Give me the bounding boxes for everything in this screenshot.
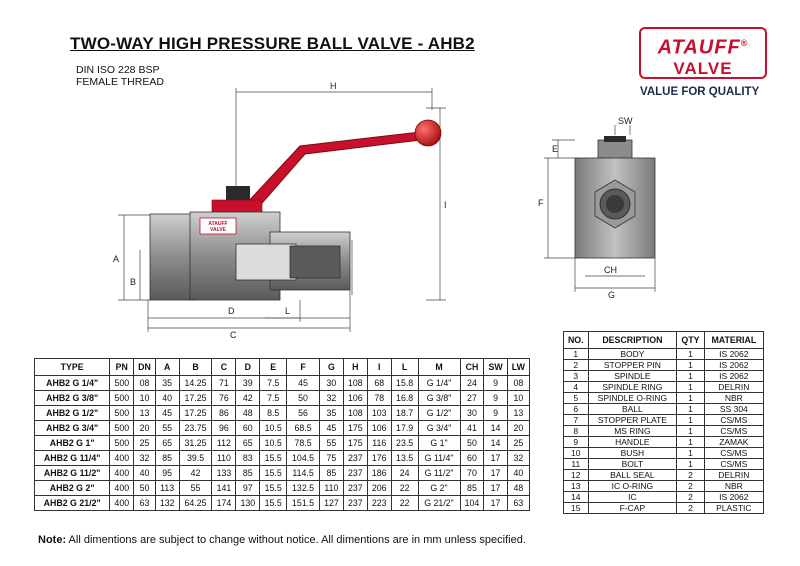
parts-table	[563, 331, 764, 514]
dimensions-table-cell: 85	[155, 451, 179, 466]
dimensions-table-cell: AHB2 G 11/2"	[35, 466, 110, 481]
parts-table-cell: 2	[677, 503, 704, 514]
parts-table-cell: 1	[677, 404, 704, 415]
dimensions-table-cell: 97	[236, 481, 260, 496]
dimensions-table-cell: 39.5	[179, 451, 212, 466]
dimensions-table-cell: 68.5	[287, 421, 320, 436]
dimensions-table-cell: 15.5	[260, 466, 287, 481]
dimensions-table-cell: 24	[391, 466, 418, 481]
dimensions-table-cell: G 3/4"	[418, 421, 460, 436]
parts-table-cell: SS 304	[704, 404, 763, 415]
dimensions-table-cell: 64.25	[179, 496, 212, 511]
dimensions-table-cell: 237	[343, 481, 367, 496]
dimensions-table-cell: 42	[236, 391, 260, 406]
parts-table-cell: CS/MS	[704, 448, 763, 459]
footer-note: Note: All dimentions are subject to change without notice. All dimentions are in mm unless specified.	[38, 534, 526, 546]
dimensions-table-cell: 86	[212, 406, 236, 421]
parts-table-cell: 8	[564, 426, 589, 437]
dimensions-table-cell: 14	[484, 436, 507, 451]
dimensions-table-cell: 55	[179, 481, 212, 496]
dimensions-table-cell: 50	[460, 436, 484, 451]
dimensions-table-cell: 31.25	[179, 436, 212, 451]
dimensions-table-cell: 45	[287, 376, 320, 391]
dimensions-table-cell: 40	[507, 466, 529, 481]
dimensions-table-header: G	[319, 359, 343, 376]
parts-table-row	[564, 415, 764, 426]
dimensions-table-cell: 60	[236, 421, 260, 436]
dimensions-table-cell: 151.5	[287, 496, 320, 511]
valve-handle	[224, 120, 441, 210]
dimensions-table-cell: 500	[110, 436, 134, 451]
dimensions-table-cell: G 1/2"	[418, 406, 460, 421]
parts-table-cell: 2	[564, 360, 589, 371]
dimensions-table-cell: 27	[460, 391, 484, 406]
parts-table-row	[564, 470, 764, 481]
parts-table-header: MATERIAL	[704, 332, 763, 349]
dimensions-table-cell: 25	[507, 436, 529, 451]
dimensions-table-cell: 15.5	[260, 451, 287, 466]
dimensions-table-cell: 55	[319, 436, 343, 451]
dimensions-table-row	[35, 466, 530, 481]
dim-label-e: E	[552, 144, 559, 154]
dimensions-table-cell: 83	[236, 451, 260, 466]
dimensions-table-cell: 7.5	[260, 376, 287, 391]
parts-table-cell: 1	[564, 349, 589, 360]
dimensions-table-cell: 13.5	[391, 451, 418, 466]
dimensions-table-cell: 50	[134, 481, 156, 496]
parts-table-cell: 11	[564, 459, 589, 470]
dimensions-table-cell: 17	[484, 496, 507, 511]
dimensions-table-cell: 13	[134, 406, 156, 421]
parts-table-row	[564, 393, 764, 404]
dim-label-h: H	[330, 81, 337, 91]
dimensions-table-cell: AHB2 G 1/4"	[35, 376, 110, 391]
dimensions-table-cell: 106	[343, 391, 367, 406]
page-title: TWO-WAY HIGH PRESSURE BALL VALVE - AHB2	[70, 34, 475, 53]
dimensions-table-cell: 15.5	[260, 496, 287, 511]
parts-table-cell: 2	[677, 470, 704, 481]
dimensions-table-cell: 110	[212, 451, 236, 466]
dimensions-table-cell: G 21/2"	[418, 496, 460, 511]
parts-table-cell: IS 2062	[704, 349, 763, 360]
parts-table-cell: CS/MS	[704, 426, 763, 437]
parts-table-cell: SPINDLE RING	[588, 382, 677, 393]
dimensions-table-cell: AHB2 G 21/2"	[35, 496, 110, 511]
parts-table-cell: NBR	[704, 393, 763, 404]
logo-brand: ATAUFF®	[657, 36, 749, 59]
dimensions-table-cell: 85	[236, 466, 260, 481]
dimensions-table-cell: AHB2 G 1/2"	[35, 406, 110, 421]
dimensions-table-cell: 55	[155, 421, 179, 436]
dimensions-table-row	[35, 421, 530, 436]
dimensions-table-cell: 10	[134, 391, 156, 406]
dimensions-table-cell: 141	[212, 481, 236, 496]
dimensions-table-cell: 75	[319, 451, 343, 466]
dimensions-table-cell: G 11/2"	[418, 466, 460, 481]
parts-table-cell: 15	[564, 503, 589, 514]
parts-table-cell: 1	[677, 426, 704, 437]
dimensions-table-row	[35, 376, 530, 391]
dim-label-g: G	[608, 290, 616, 300]
parts-table-cell: 9	[564, 437, 589, 448]
dimensions-table-cell: 10	[507, 391, 529, 406]
dimensions-table-cell: 14	[484, 421, 507, 436]
dimensions-table-cell: 15.8	[391, 376, 418, 391]
dimensions-table-cell: G 2"	[418, 481, 460, 496]
dimensions-table-header: PN	[110, 359, 134, 376]
dimensions-table-cell: 500	[110, 391, 134, 406]
dimensions-table-cell: 108	[343, 376, 367, 391]
parts-table-cell: 1	[677, 360, 704, 371]
dimensions-table	[34, 358, 530, 511]
dimensions-table-cell: 23.5	[391, 436, 418, 451]
dimensions-table-cell: 16.8	[391, 391, 418, 406]
dimensions-table-cell: 7.5	[260, 391, 287, 406]
parts-table-cell: BALL SEAL	[588, 470, 677, 481]
dimensions-table-cell: 133	[212, 466, 236, 481]
dimensions-table-cell: 32	[319, 391, 343, 406]
dimensions-table-cell: 500	[110, 421, 134, 436]
dimensions-table-cell: 20	[507, 421, 529, 436]
dimensions-table-cell: G 11/4"	[418, 451, 460, 466]
dimensions-table-cell: 10.5	[260, 436, 287, 451]
dimensions-table-cell: 71	[212, 376, 236, 391]
dim-label-i: I	[444, 200, 447, 210]
dimensions-table-cell: 48	[507, 481, 529, 496]
dim-label-ch: CH	[604, 265, 617, 275]
dimensions-table-cell: 45	[155, 406, 179, 421]
dimensions-table-row	[35, 496, 530, 511]
dimensions-table-cell: 45	[319, 421, 343, 436]
parts-table-cell: 5	[564, 393, 589, 404]
dimensions-table-cell: 237	[343, 466, 367, 481]
parts-table-cell: SPINDLE O-RING	[588, 393, 677, 404]
dimensions-table-cell: 32	[134, 451, 156, 466]
dimensions-table-cell: 60	[460, 451, 484, 466]
dim-label-f: F	[538, 198, 544, 208]
parts-table-row	[564, 371, 764, 382]
dimensions-table-cell: 500	[110, 376, 134, 391]
dimensions-table-cell: 65	[155, 436, 179, 451]
dimensions-table-cell: 48	[236, 406, 260, 421]
parts-table-cell: IS 2062	[704, 492, 763, 503]
parts-table-row	[564, 426, 764, 437]
standard-line-2: FEMALE THREAD	[76, 76, 164, 88]
parts-table-cell: CS/MS	[704, 415, 763, 426]
dimensions-table-cell: 10.5	[260, 421, 287, 436]
dimensions-table-cell: 113	[155, 481, 179, 496]
dimensions-table-cell: 114.5	[287, 466, 320, 481]
dimensions-table-cell: 17	[484, 466, 507, 481]
dimensions-table-cell: 17.25	[179, 406, 212, 421]
dimensions-table-row	[35, 451, 530, 466]
dimensions-table-header: M	[418, 359, 460, 376]
dimensions-table-cell: 50	[287, 391, 320, 406]
dimensions-table-cell: 24	[460, 376, 484, 391]
dimensions-table-cell: 40	[155, 391, 179, 406]
dimensions-table-cell: 25	[134, 436, 156, 451]
parts-table-cell: 6	[564, 404, 589, 415]
dimensions-table-cell: 85	[319, 466, 343, 481]
parts-table-cell: 12	[564, 470, 589, 481]
dimensions-table-cell: 9	[484, 376, 507, 391]
parts-table-cell: 1	[677, 437, 704, 448]
parts-table-cell: STOPPER PIN	[588, 360, 677, 371]
dimensions-table-cell: 63	[134, 496, 156, 511]
dimensions-table-cell: G 1/4"	[418, 376, 460, 391]
dimensions-table-row	[35, 406, 530, 421]
dimensions-table-header: L	[391, 359, 418, 376]
parts-table-cell: 2	[677, 492, 704, 503]
parts-table-cell: BOLT	[588, 459, 677, 470]
valve-side-view	[575, 136, 655, 258]
dimensions-table-cell: 22	[391, 481, 418, 496]
dimensions-table-cell: 130	[236, 496, 260, 511]
handle-knob-icon	[415, 120, 441, 146]
dimensions-table-cell: AHB2 G 3/8"	[35, 391, 110, 406]
dimensions-table-cell: AHB2 G 2"	[35, 481, 110, 496]
dimensions-table-cell: 22	[391, 496, 418, 511]
dimensions-table-cell: 116	[367, 436, 391, 451]
parts-table-cell: 1	[677, 382, 704, 393]
parts-table-cell: 1	[677, 393, 704, 404]
dimensions-table-cell: 400	[110, 451, 134, 466]
dimensions-table-cell: G 3/8"	[418, 391, 460, 406]
parts-table-cell: 3	[564, 371, 589, 382]
dimensions-table-cell: 41	[460, 421, 484, 436]
dimensions-table-cell: 223	[367, 496, 391, 511]
dimensions-table-cell: 175	[343, 436, 367, 451]
dimensions-table-cell: 400	[110, 481, 134, 496]
dimensions-table-cell: 15.5	[260, 481, 287, 496]
parts-table-cell: 14	[564, 492, 589, 503]
dimensions-table-cell: 206	[367, 481, 391, 496]
dimensions-table-cell: 95	[155, 466, 179, 481]
dimensions-table-cell: 104.5	[287, 451, 320, 466]
parts-table-cell: 10	[564, 448, 589, 459]
dimensions-table-cell: 14.25	[179, 376, 212, 391]
parts-table-cell: PLASTIC	[704, 503, 763, 514]
parts-table-cell: 1	[677, 459, 704, 470]
dimensions-table-cell: 35	[319, 406, 343, 421]
dimensions-table-cell: 237	[343, 496, 367, 511]
dimensions-table-cell: 35	[155, 376, 179, 391]
dim-label-a: A	[113, 254, 120, 264]
dim-label-b: B	[130, 277, 137, 287]
dimensions-table-cell: 175	[343, 421, 367, 436]
body-logo-text: ATAUFF	[208, 221, 228, 227]
dimensions-table-cell: 40	[134, 466, 156, 481]
parts-table-cell: 7	[564, 415, 589, 426]
dimensions-table-cell: 176	[367, 451, 391, 466]
dimensions-table-cell: 20	[134, 421, 156, 436]
dimensions-table-cell: 78	[367, 391, 391, 406]
parts-table-row	[564, 503, 764, 514]
dimensions-table-header: E	[260, 359, 287, 376]
parts-table-row	[564, 459, 764, 470]
body-logo-text-2: VALVE	[210, 227, 226, 233]
dimensions-table-header: H	[343, 359, 367, 376]
parts-table-cell: 4	[564, 382, 589, 393]
parts-table-cell: BUSH	[588, 448, 677, 459]
dimensions-table-cell: 9	[484, 391, 507, 406]
parts-table-cell: IS 2062	[704, 360, 763, 371]
parts-table-cell: MS RING	[588, 426, 677, 437]
dimensions-table-cell: 18.7	[391, 406, 418, 421]
dimensions-table-cell: 104	[460, 496, 484, 511]
parts-table-row	[564, 349, 764, 360]
dimensions-table-cell: 96	[212, 421, 236, 436]
parts-table-cell: NBR	[704, 481, 763, 492]
dimensions-table-header: SW	[484, 359, 507, 376]
dimensions-table-cell: 132	[155, 496, 179, 511]
dimensions-table-header: C	[212, 359, 236, 376]
dimensions-table-cell: 132.5	[287, 481, 320, 496]
dimensions-table-cell: 106	[367, 421, 391, 436]
dimensions-table-header: D	[236, 359, 260, 376]
dimensions-table-row	[35, 436, 530, 451]
parts-table-row	[564, 448, 764, 459]
valve-body	[150, 212, 350, 300]
dim-label-c: C	[230, 330, 237, 340]
parts-table-row	[564, 360, 764, 371]
parts-table-header: NO.	[564, 332, 589, 349]
dimensions-table-cell: 112	[212, 436, 236, 451]
dimensions-table-header: F	[287, 359, 320, 376]
parts-table-row	[564, 382, 764, 393]
dimensions-table-cell: 08	[507, 376, 529, 391]
parts-table-header: QTY	[677, 332, 704, 349]
dimensions-table-cell: 17	[484, 481, 507, 496]
dimensions-table-cell: 9	[484, 406, 507, 421]
dimensions-table-cell: 108	[343, 406, 367, 421]
parts-table-cell: DELRIN	[704, 382, 763, 393]
parts-table-row	[564, 492, 764, 503]
dimensions-table-cell: 17.25	[179, 391, 212, 406]
parts-table-cell: 13	[564, 481, 589, 492]
parts-table-cell: HANDLE	[588, 437, 677, 448]
dimensions-table-cell: AHB2 G 1"	[35, 436, 110, 451]
dimensions-table-cell: 17	[484, 451, 507, 466]
parts-table-cell: 1	[677, 415, 704, 426]
dimensions-table-cell: 08	[134, 376, 156, 391]
parts-table-cell: ZAMAK	[704, 437, 763, 448]
standard-line-1: DIN ISO 228 BSP	[76, 64, 160, 76]
dimensions-table-row	[35, 481, 530, 496]
dimensions-table-cell: 78.5	[287, 436, 320, 451]
dimensions-table-header: A	[155, 359, 179, 376]
parts-table-cell: IC	[588, 492, 677, 503]
parts-table-header: DESCRIPTION	[588, 332, 677, 349]
dim-label-sw: SW	[618, 116, 633, 126]
parts-table-cell: CS/MS	[704, 459, 763, 470]
parts-table-row	[564, 404, 764, 415]
dimensions-table-cell: 110	[319, 481, 343, 496]
dimensions-table-row	[35, 391, 530, 406]
dimensions-table-header: DN	[134, 359, 156, 376]
parts-table-cell: 1	[677, 371, 704, 382]
dimensions-table-cell: 103	[367, 406, 391, 421]
dimensions-table-header: TYPE	[35, 359, 110, 376]
dimensions-table-cell: 42	[179, 466, 212, 481]
dimensions-table-cell: 85	[460, 481, 484, 496]
dimensions-table-cell: 65	[236, 436, 260, 451]
dimensions-table-cell: 17.9	[391, 421, 418, 436]
dimensions-table-cell: 174	[212, 496, 236, 511]
parts-table-cell: F-CAP	[588, 503, 677, 514]
dimensions-table-cell: AHB2 G 3/4"	[35, 421, 110, 436]
dimensions-table-cell: 30	[460, 406, 484, 421]
dimensions-table-cell: 32	[507, 451, 529, 466]
parts-table-cell: SPINDLE	[588, 371, 677, 382]
dimensions-table-header: LW	[507, 359, 529, 376]
dimensions-table-cell: 500	[110, 406, 134, 421]
tagline: VALUE FOR QUALITY	[640, 86, 760, 98]
dimensions-table-cell: 13	[507, 406, 529, 421]
dimensions-table-header: CH	[460, 359, 484, 376]
parts-table-row	[564, 481, 764, 492]
parts-table-cell: IS 2062	[704, 371, 763, 382]
dimensions-table-cell: 39	[236, 376, 260, 391]
dimensions-table-cell: G 1"	[418, 436, 460, 451]
dimensions-table-cell: 186	[367, 466, 391, 481]
dimensions-table-cell: AHB2 G 11/4"	[35, 451, 110, 466]
dimensions-table-header: B	[179, 359, 212, 376]
parts-table-cell: IC O-RING	[588, 481, 677, 492]
dimensions-table-cell: 237	[343, 451, 367, 466]
handle-base	[212, 200, 262, 212]
dimensions-table-cell: 8.5	[260, 406, 287, 421]
parts-table-cell: 2	[677, 481, 704, 492]
logo-sub: VALVE	[673, 58, 733, 78]
parts-table-cell: BALL	[588, 404, 677, 415]
dimensions-table-cell: 400	[110, 496, 134, 511]
parts-table-cell: 1	[677, 448, 704, 459]
dimensions-table-cell: 400	[110, 466, 134, 481]
dim-label-d: D	[228, 306, 235, 316]
dim-label-l: L	[285, 306, 291, 316]
parts-table-row	[564, 437, 764, 448]
parts-table-cell: STOPPER PLATE	[588, 415, 677, 426]
dimensions-table-cell: 30	[319, 376, 343, 391]
dimensions-table-cell: 68	[367, 376, 391, 391]
dimensions-table-cell: 23.75	[179, 421, 212, 436]
dimensions-table-cell: 56	[287, 406, 320, 421]
parts-table-cell: 1	[677, 349, 704, 360]
parts-table-cell: BODY	[588, 349, 677, 360]
dimensions-table-cell: 63	[507, 496, 529, 511]
dimensions-table-cell: 127	[319, 496, 343, 511]
parts-table-cell: DELRIN	[704, 470, 763, 481]
dimensions-table-cell: 70	[460, 466, 484, 481]
dimensions-table-cell: 76	[212, 391, 236, 406]
dimensions-table-header: I	[367, 359, 391, 376]
